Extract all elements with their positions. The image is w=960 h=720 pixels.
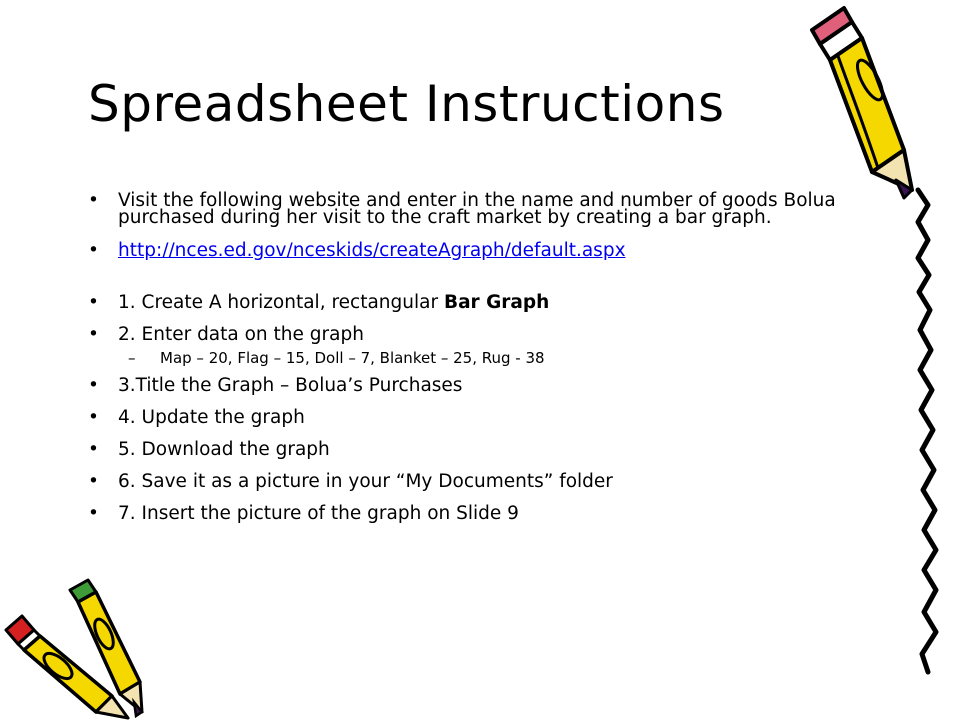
- list-item-step-7: [88, 503, 848, 524]
- bullet-icon: •: [88, 503, 99, 524]
- list-item-step-6: [88, 471, 848, 492]
- list-item-link: [88, 240, 848, 261]
- bullet-icon: •: [88, 324, 99, 345]
- bullet-icon: •: [88, 407, 99, 428]
- pencils-clipart-icon: [0, 572, 190, 720]
- step-2-data-text: Map – 20, Flag – 15, Doll – 7, Blanket – 25, Rug - 38: [160, 349, 545, 367]
- step-6-text: 6. Save it as a picture in your “My Documents” folder: [118, 471, 613, 492]
- list-item-step-5: [88, 439, 848, 460]
- instruction-list: [88, 192, 848, 535]
- list-item-step-3: [88, 375, 848, 396]
- bullet-icon: •: [88, 190, 99, 211]
- bullet-icon: •: [88, 375, 99, 396]
- dash-icon: –: [128, 349, 136, 367]
- bullet-icon: •: [88, 439, 99, 460]
- bullet-icon: •: [88, 292, 99, 313]
- step-5-text: 5. Download the graph: [118, 439, 330, 460]
- step-4-text: 4. Update the graph: [118, 407, 305, 428]
- step-2-data-item: [88, 349, 848, 367]
- step-2-text: 2. Enter data on the graph: [118, 324, 364, 345]
- list-item-step-1: [88, 292, 848, 313]
- list-item-step-4: [88, 407, 848, 428]
- bullet-icon: •: [88, 471, 99, 492]
- intro-text: Visit the following website and enter in the name and number of goods Bolua purchased during her visit to the craft market by creating a bar graph.: [118, 190, 836, 228]
- list-item-step-2: [88, 324, 848, 345]
- bullet-icon: •: [88, 240, 99, 261]
- step-1-bold: Bar Graph: [443, 292, 550, 313]
- step-7-text: 7. Insert the picture of the graph on Slide 9: [118, 503, 519, 524]
- step-1-text: 1. Create A horizontal, rectangular: [118, 292, 444, 313]
- step-3-text: 3.Title the Graph – Bolua’s Purchases: [118, 375, 463, 396]
- slide-title: Spreadsheet Instructions: [88, 75, 725, 133]
- website-link[interactable]: http://nces.ed.gov/nceskids/createAgraph/default.aspx: [118, 240, 626, 261]
- list-item-intro: [88, 192, 848, 226]
